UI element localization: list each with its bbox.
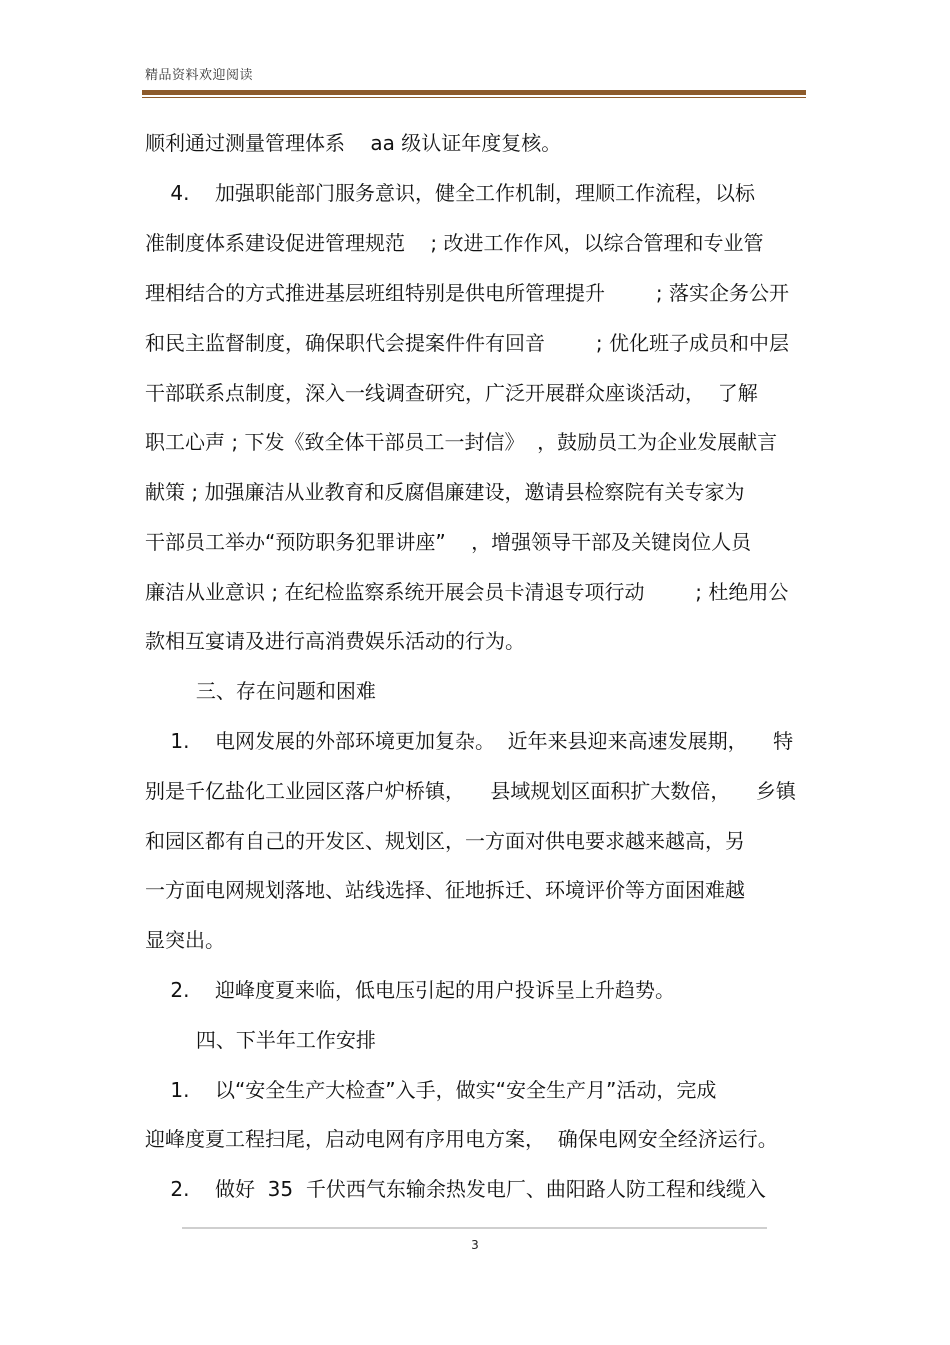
text-line: 款相互宴请及进行高消费娱乐活动的行为。 xyxy=(145,629,525,653)
text-line: 准制度体系建设促进管理规范 ; 改进工作作风，以综合管理和专业管 xyxy=(145,231,764,255)
text-line: 4. 加强职能部门服务意识，健全工作机制，理顺工作流程，以标 xyxy=(145,181,755,205)
text-line: 干部联系点制度，深入一线调查研究，广泛开展群众座谈活动， 了解 xyxy=(145,381,758,405)
text-line: 和园区都有自己的开发区、规划区，一方面对供电要求越来越高，另 xyxy=(145,829,745,853)
header-rule-thin xyxy=(142,97,806,98)
section-heading: 三、存在问题和困难 xyxy=(145,679,376,703)
text-line: 迎峰度夏工程扫尾，启动电网有序用电方案， 确保电网安全经济运行。 xyxy=(145,1127,778,1151)
text-line: 和民主监督制度，确保职代会提案件件有回音 ; 优化班子成员和中层 xyxy=(145,331,789,355)
text-line: 顺利通过测量管理体系 aa 级认证年度复核。 xyxy=(145,131,562,155)
section-heading: 四、下半年工作安排 xyxy=(145,1028,376,1052)
text-line: 1. 以“安全生产大检查”入手，做实“安全生产月”活动，完成 xyxy=(145,1078,717,1102)
header-text: 精品资料欢迎阅读 xyxy=(145,68,254,83)
text-line: 2. 迎峰度夏来临，低电压引起的用户投诉呈上升趋势。 xyxy=(145,978,675,1002)
text-line: 2. 做好 35 千伏西气东输余热发电厂、曲阳路人防工程和线缆入 xyxy=(145,1177,766,1201)
text-line: 一方面电网规划落地、站线选择、征地拆迁、环境评价等方面困难越 xyxy=(145,878,745,902)
page-number: 3 xyxy=(471,1238,479,1252)
text-line: 理相结合的方式推进基层班组特别是供电所管理提升 ; 落实企务公开 xyxy=(145,281,789,305)
text-line: 献策 ; 加强廉洁从业教育和反腐倡廉建设，邀请县检察院有关专家为 xyxy=(145,480,745,504)
text-line: 显突出。 xyxy=(145,928,225,952)
text-line: 别是千亿盐化工业园区落户炉桥镇， 县域规划区面积扩大数倍， 乡镇 xyxy=(145,779,796,803)
header-rule-thick xyxy=(142,90,806,95)
text-line: 干部员工举办“预防职务犯罪讲座” ，增强领导干部及关键岗位人员 xyxy=(145,530,752,554)
text-line: 职工心声 ; 下发《致全体干部员工一封信》 ，鼓励员工为企业发展献言 xyxy=(145,430,778,454)
text-line: 廉洁从业意识 ; 在纪检监察系统开展会员卡清退专项行动 ; 杜绝用公 xyxy=(145,580,789,604)
text-line: 1. 电网发展的外部环境更加复杂。 近年来县迎来高速发展期， 特 xyxy=(145,729,794,753)
footer-rule xyxy=(182,1227,767,1229)
